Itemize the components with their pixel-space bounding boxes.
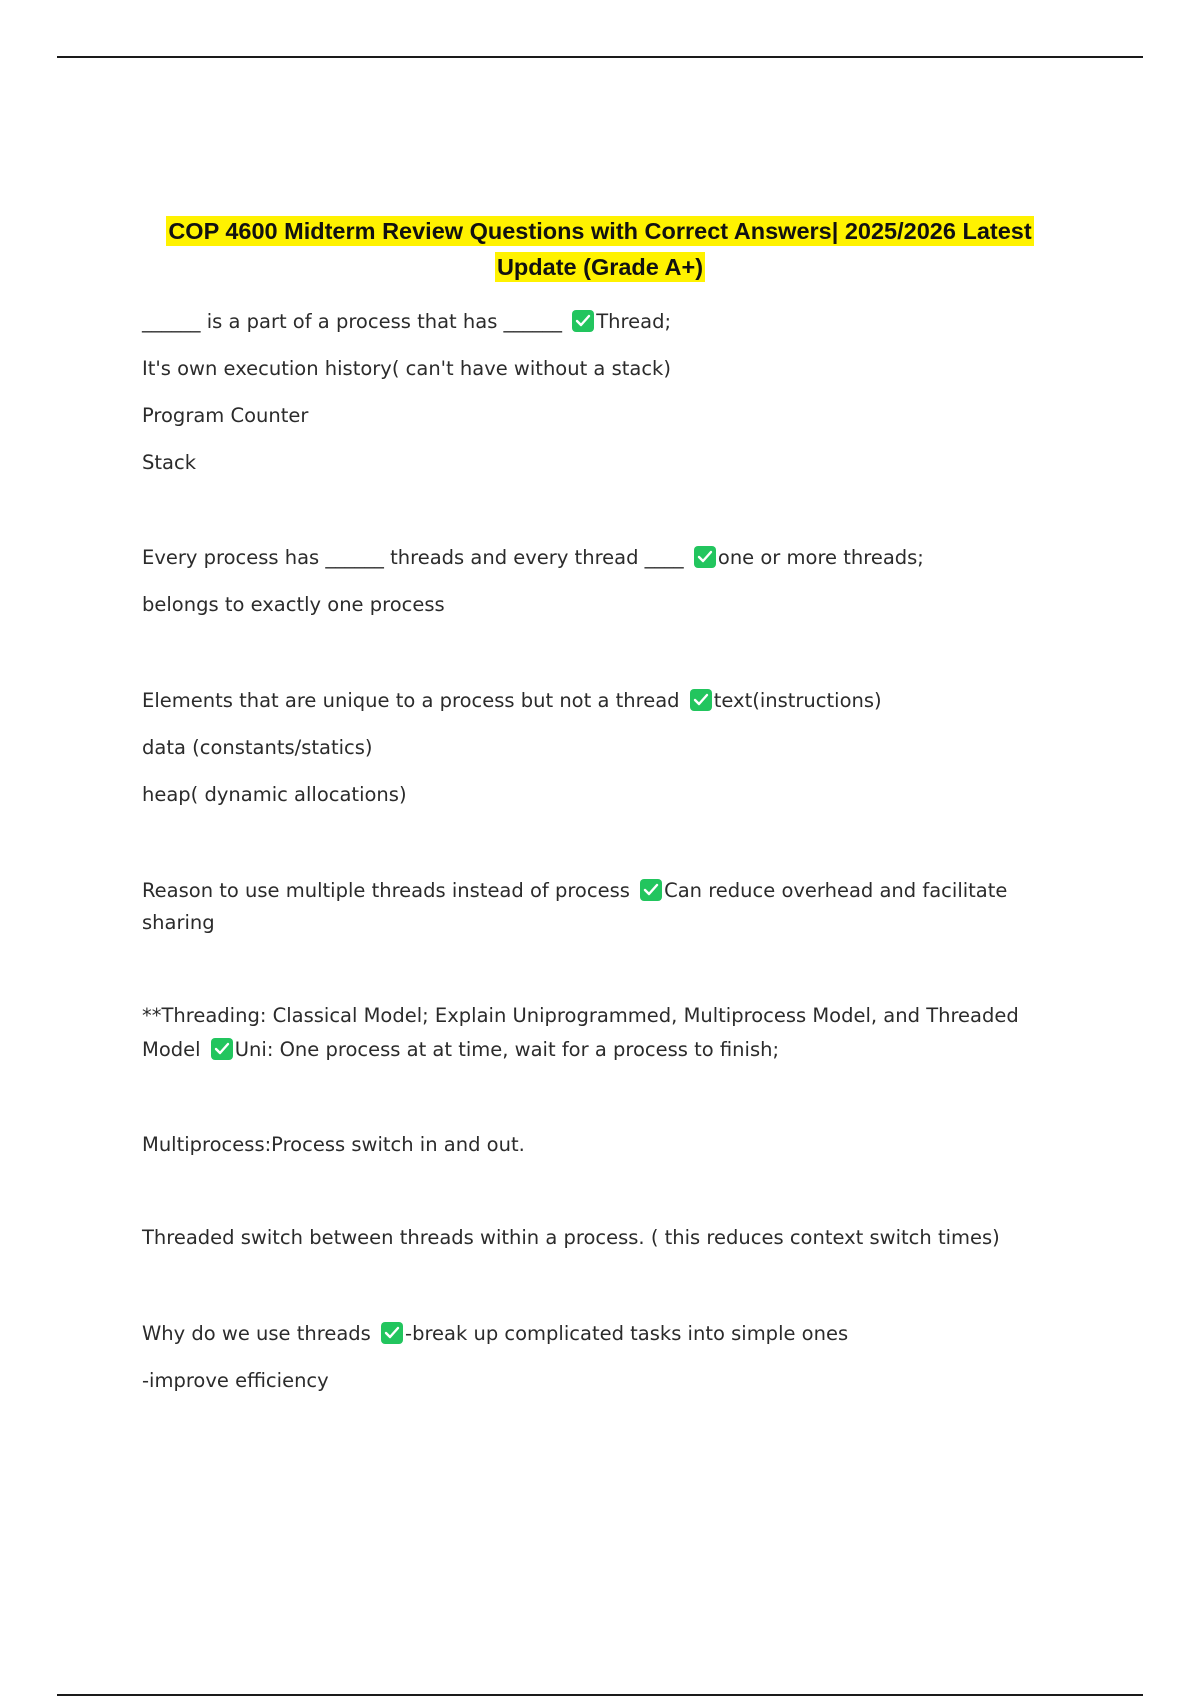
question-text: ______ is a part of a process that has ______ — [142, 310, 563, 333]
qa-item-4-question — [142, 879, 1007, 903]
question-text: Reason to use multiple threads instead of process — [142, 879, 630, 902]
check-box-icon — [381, 1322, 403, 1344]
answer-text: -break up complicated tasks into simple ones — [405, 1322, 849, 1345]
qa-item-5-cont-2: Threaded switch between threads within a process. ( this reduces context switch times) — [142, 1226, 1000, 1249]
answer-text: Uni: One process at at time, wait for a process to finish; — [234, 1038, 780, 1061]
qa-item-1-cont-1: It's own execution history( can't have without a stack) — [142, 357, 671, 380]
question-text: Every process has ______ threads and every thread ____ — [142, 546, 684, 569]
qa-item-5-cont-1: Multiprocess:Process switch in and out. — [142, 1133, 525, 1156]
check-box-icon — [572, 310, 594, 332]
qa-item-1-cont-2: Program Counter — [142, 404, 309, 427]
qa-item-4-cont-1: sharing — [142, 911, 215, 934]
title-line-1: COP 4600 Midterm Review Questions with Correct Answers| 2025/2026 Latest — [168, 218, 1032, 244]
question-text: Elements that are unique to a process but not a thread — [142, 689, 680, 712]
qa-item-3-question — [142, 689, 882, 713]
answer-text: one or more threads; — [717, 546, 924, 569]
question-text: Why do we use threads — [142, 1322, 371, 1345]
title-line-2: Update (Grade A+) — [496, 254, 704, 280]
qa-item-6-question — [142, 1322, 848, 1346]
check-box-icon — [694, 546, 716, 568]
check-box-icon — [640, 879, 662, 901]
top-rule — [57, 56, 1143, 58]
qa-item-2-cont-1: belongs to exactly one process — [142, 593, 445, 616]
qa-item-5-question-cont — [142, 1038, 779, 1062]
qa-item-6-cont-1: -improve efficiency — [142, 1369, 329, 1392]
answer-text: Can reduce overhead and facilitate — [664, 879, 1008, 902]
check-box-icon — [690, 689, 712, 711]
qa-item-3-cont-2: heap( dynamic allocations) — [142, 783, 407, 806]
bottom-rule — [57, 1694, 1143, 1696]
qa-item-5-question: **Threading: Classical Model; Explain Uniprogrammed, Multiprocess Model, and Threaded — [142, 1004, 1019, 1027]
answer-text: text(instructions) — [713, 689, 882, 712]
question-text: Model — [142, 1038, 201, 1061]
qa-item-3-cont-1: data (constants/statics) — [142, 736, 373, 759]
answer-text: Thread; — [596, 310, 672, 333]
qa-item-1-question — [142, 310, 671, 334]
qa-item-2-question — [142, 546, 924, 570]
check-box-icon — [211, 1038, 233, 1060]
qa-item-1-cont-3: Stack — [142, 451, 196, 474]
document-title — [120, 213, 1080, 285]
